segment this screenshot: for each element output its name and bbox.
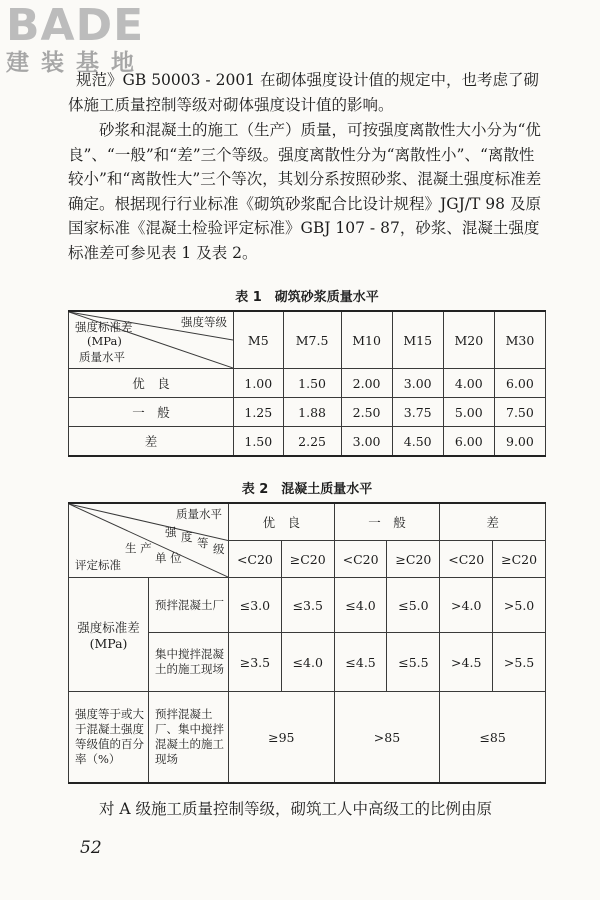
- bade-logo: [6, 0, 146, 76]
- table-row: [69, 398, 546, 427]
- table2-cell: ≤4.0: [281, 633, 334, 692]
- table2-cell: ≤4.0: [334, 578, 387, 633]
- table1-row-label: 差: [69, 427, 234, 457]
- table1-caption: 表 1 砌筑砂浆质量水平: [235, 290, 379, 305]
- logo-sub-text: 建装基地: [6, 50, 146, 76]
- table1-grade-col: M20: [443, 311, 494, 369]
- table1-grade-col: M10: [341, 311, 392, 369]
- table2-caption: 表 2 混凝土质量水平: [241, 482, 373, 497]
- table2-cell: >4.0: [440, 578, 493, 633]
- table2-grade-col: ≥C20: [281, 541, 334, 578]
- table2-grade-col: <C20: [440, 541, 493, 578]
- table-row: [69, 578, 546, 633]
- table2-header-degree: 度: [181, 530, 193, 544]
- table2-level-good: 优 良: [229, 503, 335, 541]
- table1-cell: 1.25: [234, 398, 284, 427]
- table2-pct-unit: 预拌混凝土厂、集中搅拌混凝土的施工现场: [149, 692, 229, 784]
- table2-header-diagonal-cell: [69, 503, 229, 578]
- logo-main-text: BADE: [6, 0, 145, 51]
- table2-grade-col: <C20: [334, 541, 387, 578]
- table2-grade-col: ≥C20: [493, 541, 546, 578]
- table2-header-unit: 单 位: [155, 551, 182, 565]
- table1-cell: 4.50: [392, 427, 443, 457]
- table2-cell: ≤4.5: [334, 633, 387, 692]
- paragraph-intro: 规范》GB 50003 - 2001 在砌体强度设计值的规定中，也考虑了砌体施工质量控制等级对砌体强度设计值的影响。: [68, 71, 539, 114]
- table1-cell: 9.00: [494, 427, 545, 457]
- paragraph-continuation: 对 A 级施工质量控制等级，砌筑工人中高级工的比例由原: [99, 800, 493, 818]
- table2-std-label: [69, 578, 149, 692]
- table1-grade-col: M30: [494, 311, 545, 369]
- table2-cell: ≤3.0: [229, 578, 282, 633]
- table1-cell: 2.25: [283, 427, 341, 457]
- table1-cell: 7.50: [494, 398, 545, 427]
- table2-grade-col: <C20: [229, 541, 282, 578]
- table1-cell: 1.50: [283, 369, 341, 398]
- table1-header-std: 强度标准差: [75, 320, 133, 334]
- table-row: [69, 427, 546, 457]
- table2-std-unit: (MPa): [89, 636, 128, 651]
- table1-cell: 1.50: [234, 427, 284, 457]
- table2-unit-label: 集中搅拌混凝土的施工现场: [149, 633, 229, 692]
- table1-cell: 1.00: [234, 369, 284, 398]
- table2-cell: ≥3.5: [229, 633, 282, 692]
- table1-grade-col: M5: [234, 311, 284, 369]
- table2-cell: >5.0: [493, 578, 546, 633]
- table1-cell: 3.00: [392, 369, 443, 398]
- table2-header-production: 生 产: [125, 541, 152, 555]
- table2-grade-col: ≥C20: [387, 541, 440, 578]
- page-number: 52: [80, 838, 102, 858]
- table1-row-label: 优 良: [69, 369, 234, 398]
- table2-pct-label: 强度等于或大于混凝土强度等级值的百分率（%）: [69, 692, 149, 784]
- table1-cell: 5.00: [443, 398, 494, 427]
- concrete-quality-table: [68, 502, 546, 784]
- table1-header-quality: 质量水平: [79, 350, 125, 364]
- table2-cell: ≤5.0: [387, 578, 440, 633]
- table2-cell: ≤5.5: [387, 633, 440, 692]
- table1-cell: 4.00: [443, 369, 494, 398]
- table-row: [69, 369, 546, 398]
- table1-cell: 1.88: [283, 398, 341, 427]
- table2-pct-value: ≥95: [229, 692, 335, 784]
- table1-header-diagonal-cell: [69, 311, 234, 369]
- paragraph-quality: 砂浆和混凝土的施工（生产）质量，可按强度离散性大小分为“优良”、“一般”和“差”三个等级。强度离散性分为“离散性小”、“离散性较小”和“离散性大”三个等次，其划分系按照砂浆、混凝土强度标准差确定。根据现行行业标准《砌筑砂浆配合比设计规程》JGJ/T 98 及原国家标准《混凝土检验评定标准》GBJ 107 - 87，砂浆、混凝土强度标准差可参见表 1 及表 2。: [68, 121, 542, 262]
- table1-cell: 3.75: [392, 398, 443, 427]
- table1-cell: 3.00: [341, 427, 392, 457]
- table2-cell: >5.5: [493, 633, 546, 692]
- table2-level-poor: 差: [440, 503, 546, 541]
- table2-std-label-text: 强度标准差: [77, 620, 140, 635]
- table-row: [69, 692, 546, 784]
- table2-header-criterion: 评定标准: [75, 558, 121, 572]
- table2-header-level: 级: [213, 542, 225, 556]
- table1-grade-col: M15: [392, 311, 443, 369]
- table2-cell: ≤3.5: [281, 578, 334, 633]
- table2-pct-value: >85: [334, 692, 440, 784]
- table2-pct-value: ≤85: [440, 692, 546, 784]
- table1-grade-col: M7.5: [283, 311, 341, 369]
- table1-cell: 2.00: [341, 369, 392, 398]
- table1-header-std-unit: (MPa): [87, 334, 122, 348]
- table2-cell: >4.5: [440, 633, 493, 692]
- table2-header-quality: 质量水平: [176, 507, 222, 521]
- table1-cell: 6.00: [443, 427, 494, 457]
- table2-header-strength: 强: [165, 525, 177, 539]
- table1-cell: 6.00: [494, 369, 545, 398]
- mortar-quality-table: [68, 310, 546, 457]
- table1-cell: 2.50: [341, 398, 392, 427]
- table2-unit-label: 预拌混凝土厂: [149, 578, 229, 633]
- table2-level-normal: 一 般: [334, 503, 440, 541]
- table2-header-grade: 等: [197, 536, 209, 550]
- table1-row-label: 一 般: [69, 398, 234, 427]
- table1-header-grade: 强度等级: [181, 315, 227, 329]
